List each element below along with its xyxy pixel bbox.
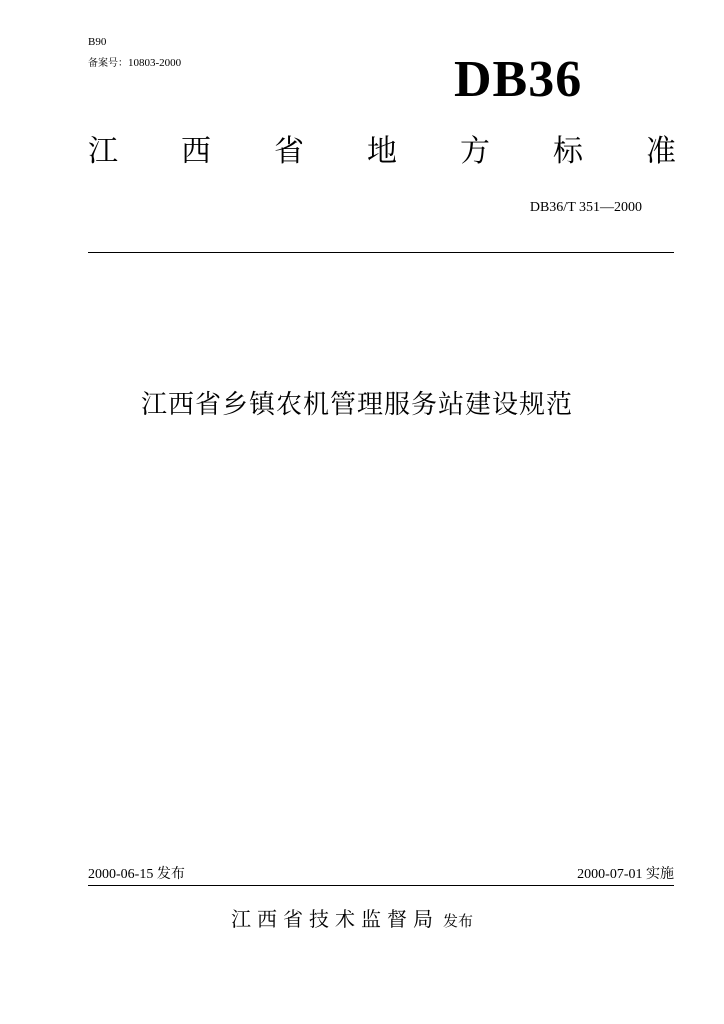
standard-type-char: 标 bbox=[553, 134, 583, 169]
effective-label: 实施 bbox=[646, 866, 674, 882]
standard-type-char: 准 bbox=[646, 134, 676, 169]
effective-date: 2000-07-01 bbox=[577, 867, 643, 882]
document-title: 江西省乡镇农机管理服务站建设规范 bbox=[140, 390, 573, 420]
standard-type-char: 省 bbox=[274, 134, 304, 169]
record-label: 备案号： bbox=[88, 58, 128, 69]
effective-date-line bbox=[577, 866, 674, 883]
standard-type-char: 西 bbox=[181, 134, 211, 169]
standard-type-char: 江 bbox=[88, 134, 118, 169]
record-number: 10803-2000 bbox=[128, 57, 182, 69]
standard-type-heading bbox=[88, 134, 676, 170]
publish-label: 发布 bbox=[156, 866, 185, 882]
db36-logo: DB36 bbox=[454, 51, 583, 108]
issuer-name: 江西省技术监督局 bbox=[231, 907, 439, 931]
standard-number: DB36/T 351—2000 bbox=[529, 200, 642, 215]
standard-type-char: 方 bbox=[460, 134, 490, 169]
issuer-action: 发布 bbox=[443, 912, 474, 930]
record-number-line bbox=[88, 57, 181, 70]
standard-type-char: 地 bbox=[367, 134, 397, 169]
publish-date: 2000-06-15 bbox=[88, 867, 154, 882]
publish-date-line bbox=[88, 866, 185, 883]
issuer-line bbox=[231, 907, 473, 933]
classification-code: B90 bbox=[88, 36, 107, 48]
header-divider bbox=[88, 252, 674, 253]
footer-divider bbox=[88, 885, 674, 886]
